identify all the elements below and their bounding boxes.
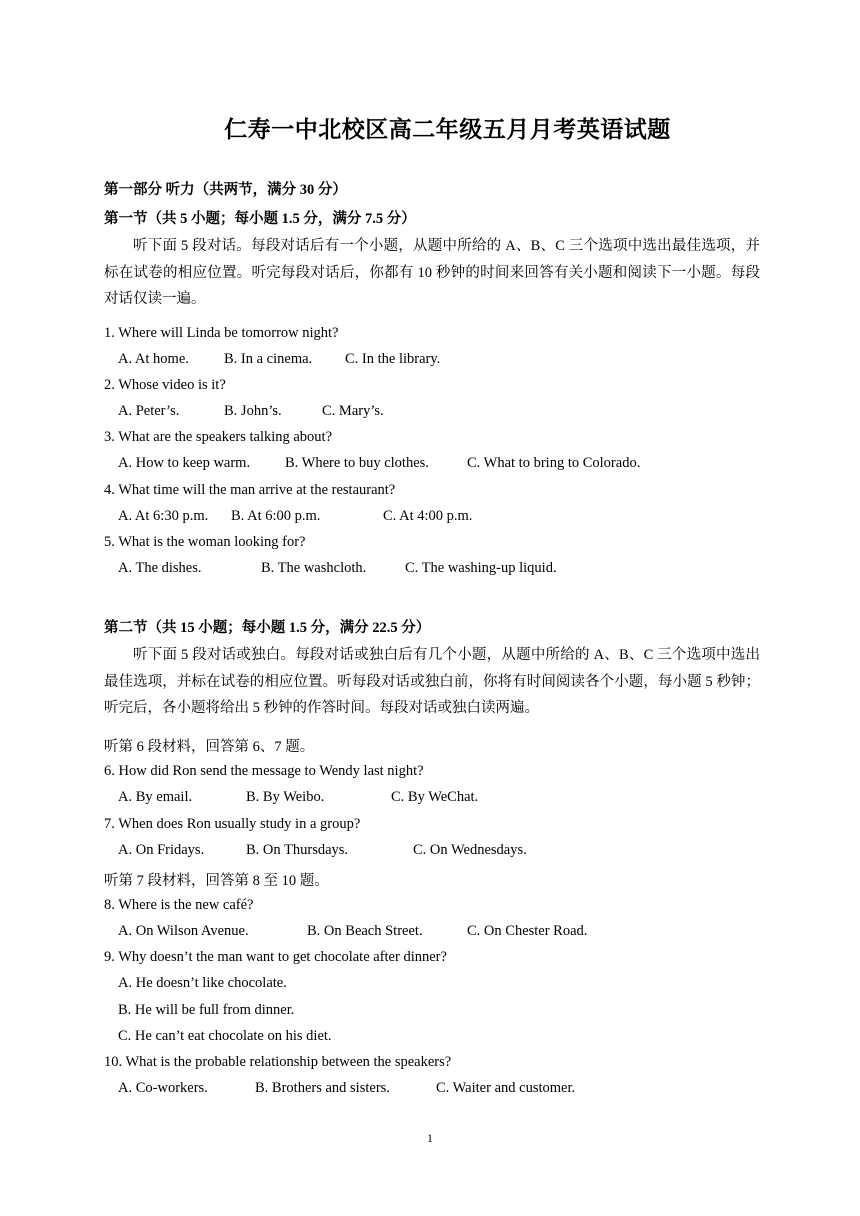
q4-option-c: C. At 4:00 p.m. — [383, 508, 473, 524]
q8-option-c: C. On Chester Road. — [467, 923, 588, 939]
section2-instructions: 听下面 5 段对话或独白。每段对话或独白后有几个小题，从题中所给的 A、B、C 三个选项中选出最佳选项，并标在试卷的相应位置。听每段对话或独白前，你将有时间阅读各个小题，每小题 5 秒钟；听完后，各小题将给出 5 秒钟的作答时间。每段对话或独白读两遍。 — [104, 647, 760, 716]
question-3: 3. What are the speakers talking about? — [104, 429, 333, 445]
section1-heading: 第一节（共 5 小题；每小题 1.5 分，满分 7.5 分） — [104, 211, 416, 227]
q10-option-a: A. Co-workers. — [118, 1080, 208, 1096]
q9-option-b: B. He will be full from dinner. — [118, 1002, 295, 1018]
exam-title: 仁寿一中北校区高二年级五月月考英语试题 — [224, 117, 671, 142]
q8-option-a: A. On Wilson Avenue. — [118, 923, 249, 939]
q3-option-b: B. Where to buy clothes. — [285, 455, 429, 471]
q7-option-c: C. On Wednesdays. — [413, 842, 527, 858]
q10-option-c: C. Waiter and customer. — [436, 1080, 576, 1096]
q6-option-c: C. By WeChat. — [391, 789, 479, 805]
q9-option-c: C. He can’t eat chocolate on his diet. — [118, 1028, 332, 1044]
question-10: 10. What is the probable relationship between the speakers? — [104, 1054, 452, 1070]
q6-option-a: A. By email. — [118, 789, 193, 805]
q7-option-b: B. On Thursdays. — [246, 842, 349, 858]
q5-option-b: B. The washcloth. — [261, 560, 367, 576]
q2-option-a: A. Peter’s. — [118, 403, 180, 419]
q4-option-a: A. At 6:30 p.m. — [118, 508, 209, 524]
question-7: 7. When does Ron usually study in a group? — [104, 816, 361, 832]
question-8: 8. Where is the new café? — [104, 897, 254, 913]
q10-option-b: B. Brothers and sisters. — [255, 1080, 390, 1096]
q9-option-a: A. He doesn’t like chocolate. — [118, 975, 287, 991]
q3-option-a: A. How to keep warm. — [118, 455, 251, 471]
q7-option-a: A. On Fridays. — [118, 842, 205, 858]
page-number: 1 — [427, 1131, 433, 1145]
question-2: 2. Whose video is it? — [104, 377, 226, 393]
q8-option-b: B. On Beach Street. — [307, 923, 423, 939]
q1-option-c: C. In the library. — [345, 351, 441, 367]
question-1: 1. Where will Linda be tomorrow night? — [104, 325, 339, 341]
q1-option-b: B. In a cinema. — [224, 351, 313, 367]
q5-option-a: A. The dishes. — [118, 560, 202, 576]
q5-option-c: C. The washing-up liquid. — [405, 560, 557, 576]
q2-option-c: C. Mary’s. — [322, 403, 384, 419]
question-5: 5. What is the woman looking for? — [104, 534, 306, 550]
q6-option-b: B. By Weibo. — [246, 789, 325, 805]
question-6: 6. How did Ron send the message to Wendy last night? — [104, 763, 424, 779]
material-6-note: 听第 6 段材料，回答第 6、7 题。 — [104, 739, 315, 755]
question-9: 9. Why doesn’t the man want to get chocolate after dinner? — [104, 949, 447, 965]
material-7-note: 听第 7 段材料，回答第 8 至 10 题。 — [104, 873, 329, 889]
part1-heading: 第一部分 听力（共两节，满分 30 分） — [104, 182, 347, 198]
q1-option-a: A. At home. — [118, 351, 189, 367]
q4-option-b: B. At 6:00 p.m. — [231, 508, 321, 524]
q3-option-c: C. What to bring to Colorado. — [467, 455, 641, 471]
question-4: 4. What time will the man arrive at the restaurant? — [104, 482, 396, 498]
section1-instructions: 听下面 5 段对话。每段对话后有一个小题，从题中所给的 A、B、C 三个选项中选出最佳选项，并标在试卷的相应位置。听完每段对话后，你都有 10 秒钟的时间来回答有关小题和阅读下一小题。每段对话仅读一遍。 — [104, 238, 760, 307]
section2-heading: 第二节（共 15 小题；每小题 1.5 分，满分 22.5 分） — [104, 620, 431, 636]
q2-option-b: B. John’s. — [224, 403, 282, 419]
